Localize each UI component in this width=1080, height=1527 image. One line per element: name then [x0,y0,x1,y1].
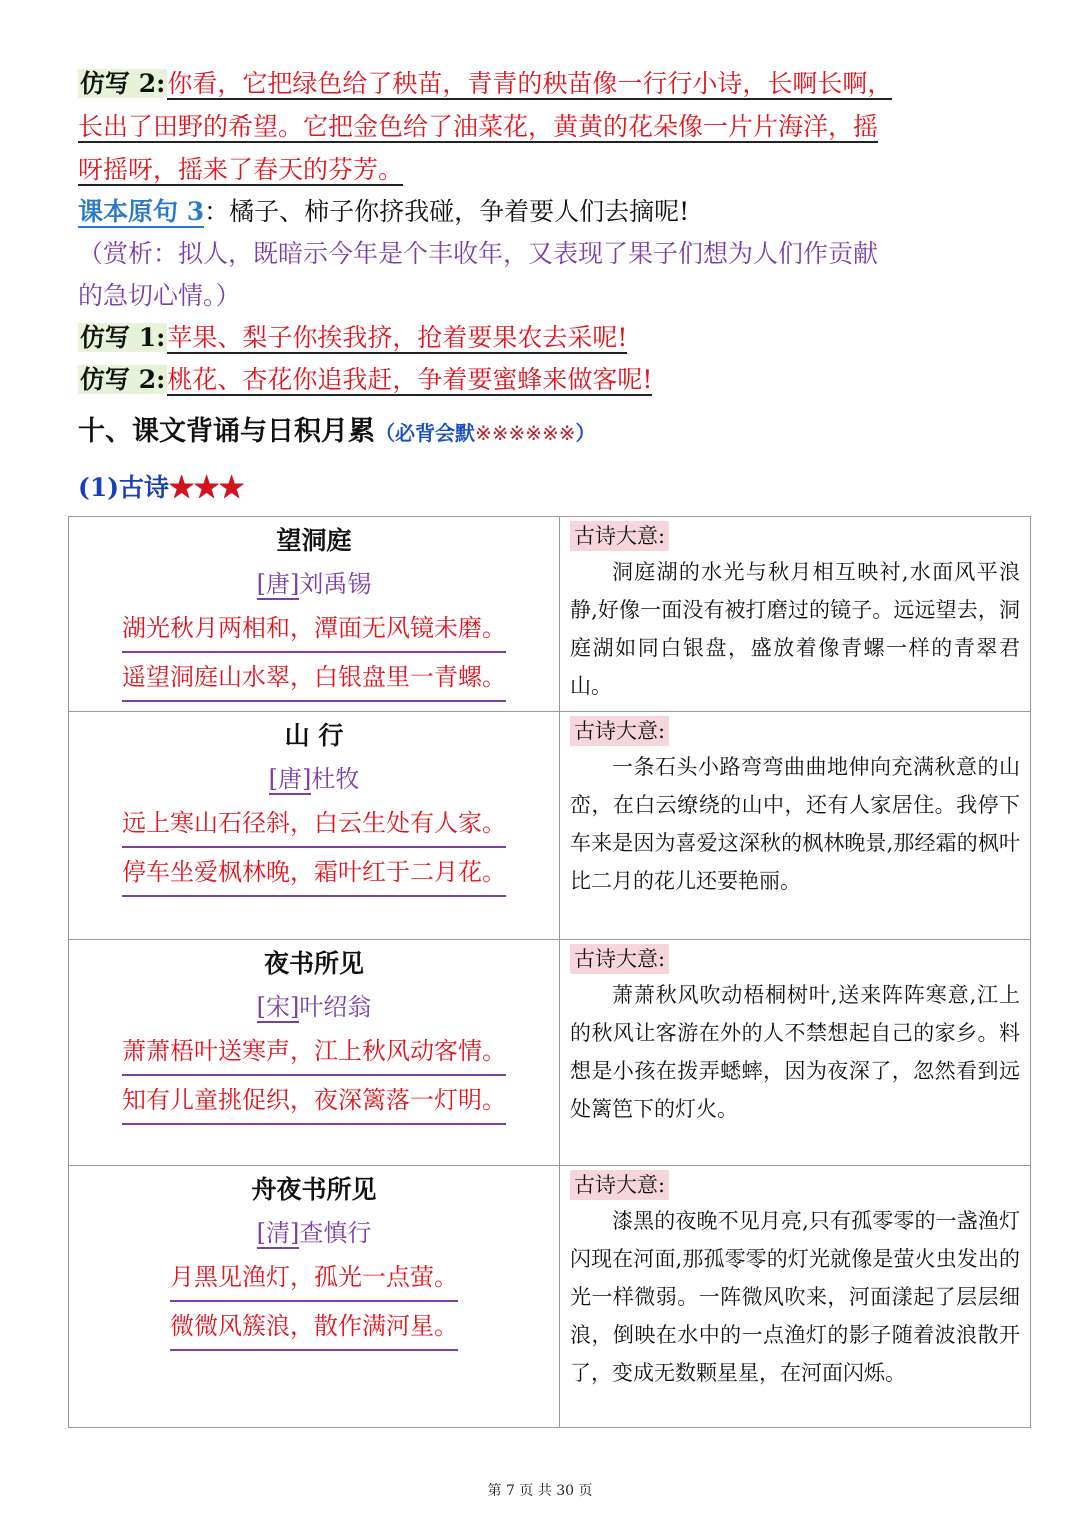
poem-author-line [69,1212,559,1254]
poem-author-line [69,563,559,605]
poem-line: 遥望洞庭山水翠，白银盘里一青螺。 [122,654,506,702]
meaning-text: 洞庭湖的水光与秋月相互映衬,水面风平浪静,好像一面没有被打磨过的镜子。远远望去，洞庭湖如同白银盘，盛放着像青螺一样的青翠君山。 [570,560,1020,698]
meaning-text: 一条石头小路弯弯曲曲地伸向充满秋意的山峦，在白云缭绕的山中，还有人家居住。我停下车来是因为喜爱这深秋的枫林晚景,那经霜的枫叶比二月的花儿还要艳丽。 [570,755,1020,893]
imitation-2-line-2 [78,109,878,145]
meaning-cell [560,712,1031,940]
meaning-text: 萧萧秋风吹动梧桐树叶,送来阵阵寒意,江上的秋风让客游在外的人不禁想起自己的家乡。料想是小孩在拨弄蟋蟀，因为夜深了，忽然看到远处篱笆下的灯火。 [570,983,1020,1121]
poem-row [69,940,1031,1166]
imitation-2-text-3: 呀摇呀，摇来了春天的芬芳。 [78,155,404,184]
original-sentence-3 [78,194,689,230]
imitation-2-line-3 [78,152,403,188]
meaning-label: 古诗大意: [570,944,669,974]
imitation-2-line-1 [78,66,892,102]
meaning-cell [560,940,1031,1166]
poem-line: 湖光秋月两相和，潭面无风镜未磨。 [122,605,506,653]
poem-author: 杜牧 [311,765,360,793]
appreciation-line-1: （赏析：拟人，既暗示今年是个丰收年，又表现了果子们想为人们作贡献 [78,239,879,268]
meaning-cell [560,517,1031,712]
poem-author: 查慎行 [299,1219,372,1247]
subsection-heading-stars: ★★★ [169,473,245,502]
meaning-label: 古诗大意: [570,716,669,746]
imitation-2b-text: 桃花、杏花你追我赶，争着要蜜蜂来做客呢! [167,365,653,394]
poem-cell [69,1166,560,1428]
page-footer: 第 7 页 共 30 页 [487,1483,593,1499]
meaning-label: 古诗大意: [570,521,669,551]
poem-line: 知有儿童挑促织，夜深篱落一灯明。 [122,1077,506,1125]
imitation-2-label: 仿写 2: [80,69,166,98]
poem-dynasty: [唐] [268,765,312,793]
poem-dynasty: [清] [256,1219,300,1247]
appreciation-line-2: 的急切心情。） [78,281,241,310]
meaning-text: 漆黑的夜晚不见月亮,只有孤零零的一盏渔灯闪现在河面,那孤零零的灯光就像是萤火虫发出的光一样微弱。一阵微风吹来，河面漾起了层层细浪，倒映在水中的一点渔灯的影子随着波浪散开了，变成无数颗星星，在河面闪烁。 [570,1209,1020,1385]
poem-line: 月黑见渔灯，孤光一点萤。 [170,1254,458,1302]
imitation-1b-label: 仿写 1: [80,323,166,352]
poem-title: 山 行 [284,721,344,750]
poem-title: 舟夜书所见 [251,1175,377,1204]
original-sentence-3-text: ：橘子、柿子你挤我碰，争着要人们去摘呢! [204,197,690,226]
subsection-heading [78,470,244,506]
poem-row [69,1166,1031,1428]
original-sentence-3-label: 课本原句 3 [78,197,205,226]
section-heading-note-end: ） [575,421,596,445]
imitation-2-text-2: 长出了田野的希望。它把金色给了油菜花，黄黄的花朵像一片片海洋，摇 [78,112,879,141]
imitation-1b-text: 苹果、梨子你挨我挤，抢着要果农去采呢! [167,323,628,352]
imitation-2b [78,362,652,398]
meaning-cell [560,1166,1031,1428]
imitation-1b [78,320,627,356]
poem-dynasty: [唐] [256,570,300,598]
subsection-heading-title: (1)古诗 [78,473,170,502]
poem-row [69,517,1031,712]
poem-row [69,712,1031,940]
poem-line: 萧萧梧叶送寒声，江上秋风动客情。 [122,1028,506,1076]
poem-author-line [69,986,559,1028]
meaning-label: 古诗大意: [570,1170,669,1200]
imitation-2-text-1: 你看，它把绿色给了秧苗，青青的秧苗像一行行小诗，长啊长啊， [167,69,893,98]
section-heading-title: 十、课文背诵与日积月累 [78,416,375,447]
poem-author: 叶绍翁 [299,993,372,1021]
poem-line: 微微风簇浪，散作满河星。 [170,1303,458,1351]
poem-title: 夜书所见 [263,949,364,978]
poem-line: 停车坐爱枫林晚，霜叶红于二月花。 [122,849,506,897]
poem-line: 远上寒山石径斜，白云生处有人家。 [122,800,506,848]
section-heading-note: （必背会默 [375,421,475,445]
poem-author-line [69,758,559,800]
imitation-2b-label: 仿写 2: [80,365,166,394]
poem-dynasty: [宋] [256,993,300,1021]
poem-cell [69,517,560,712]
poem-cell [69,712,560,940]
poem-author: 刘禹锡 [299,570,372,598]
section-heading [78,414,596,451]
poems-table [68,516,1031,1428]
poem-cell [69,940,560,1166]
poem-title: 望洞庭 [276,526,352,555]
section-heading-stars: ※※※※※※ [475,421,576,445]
